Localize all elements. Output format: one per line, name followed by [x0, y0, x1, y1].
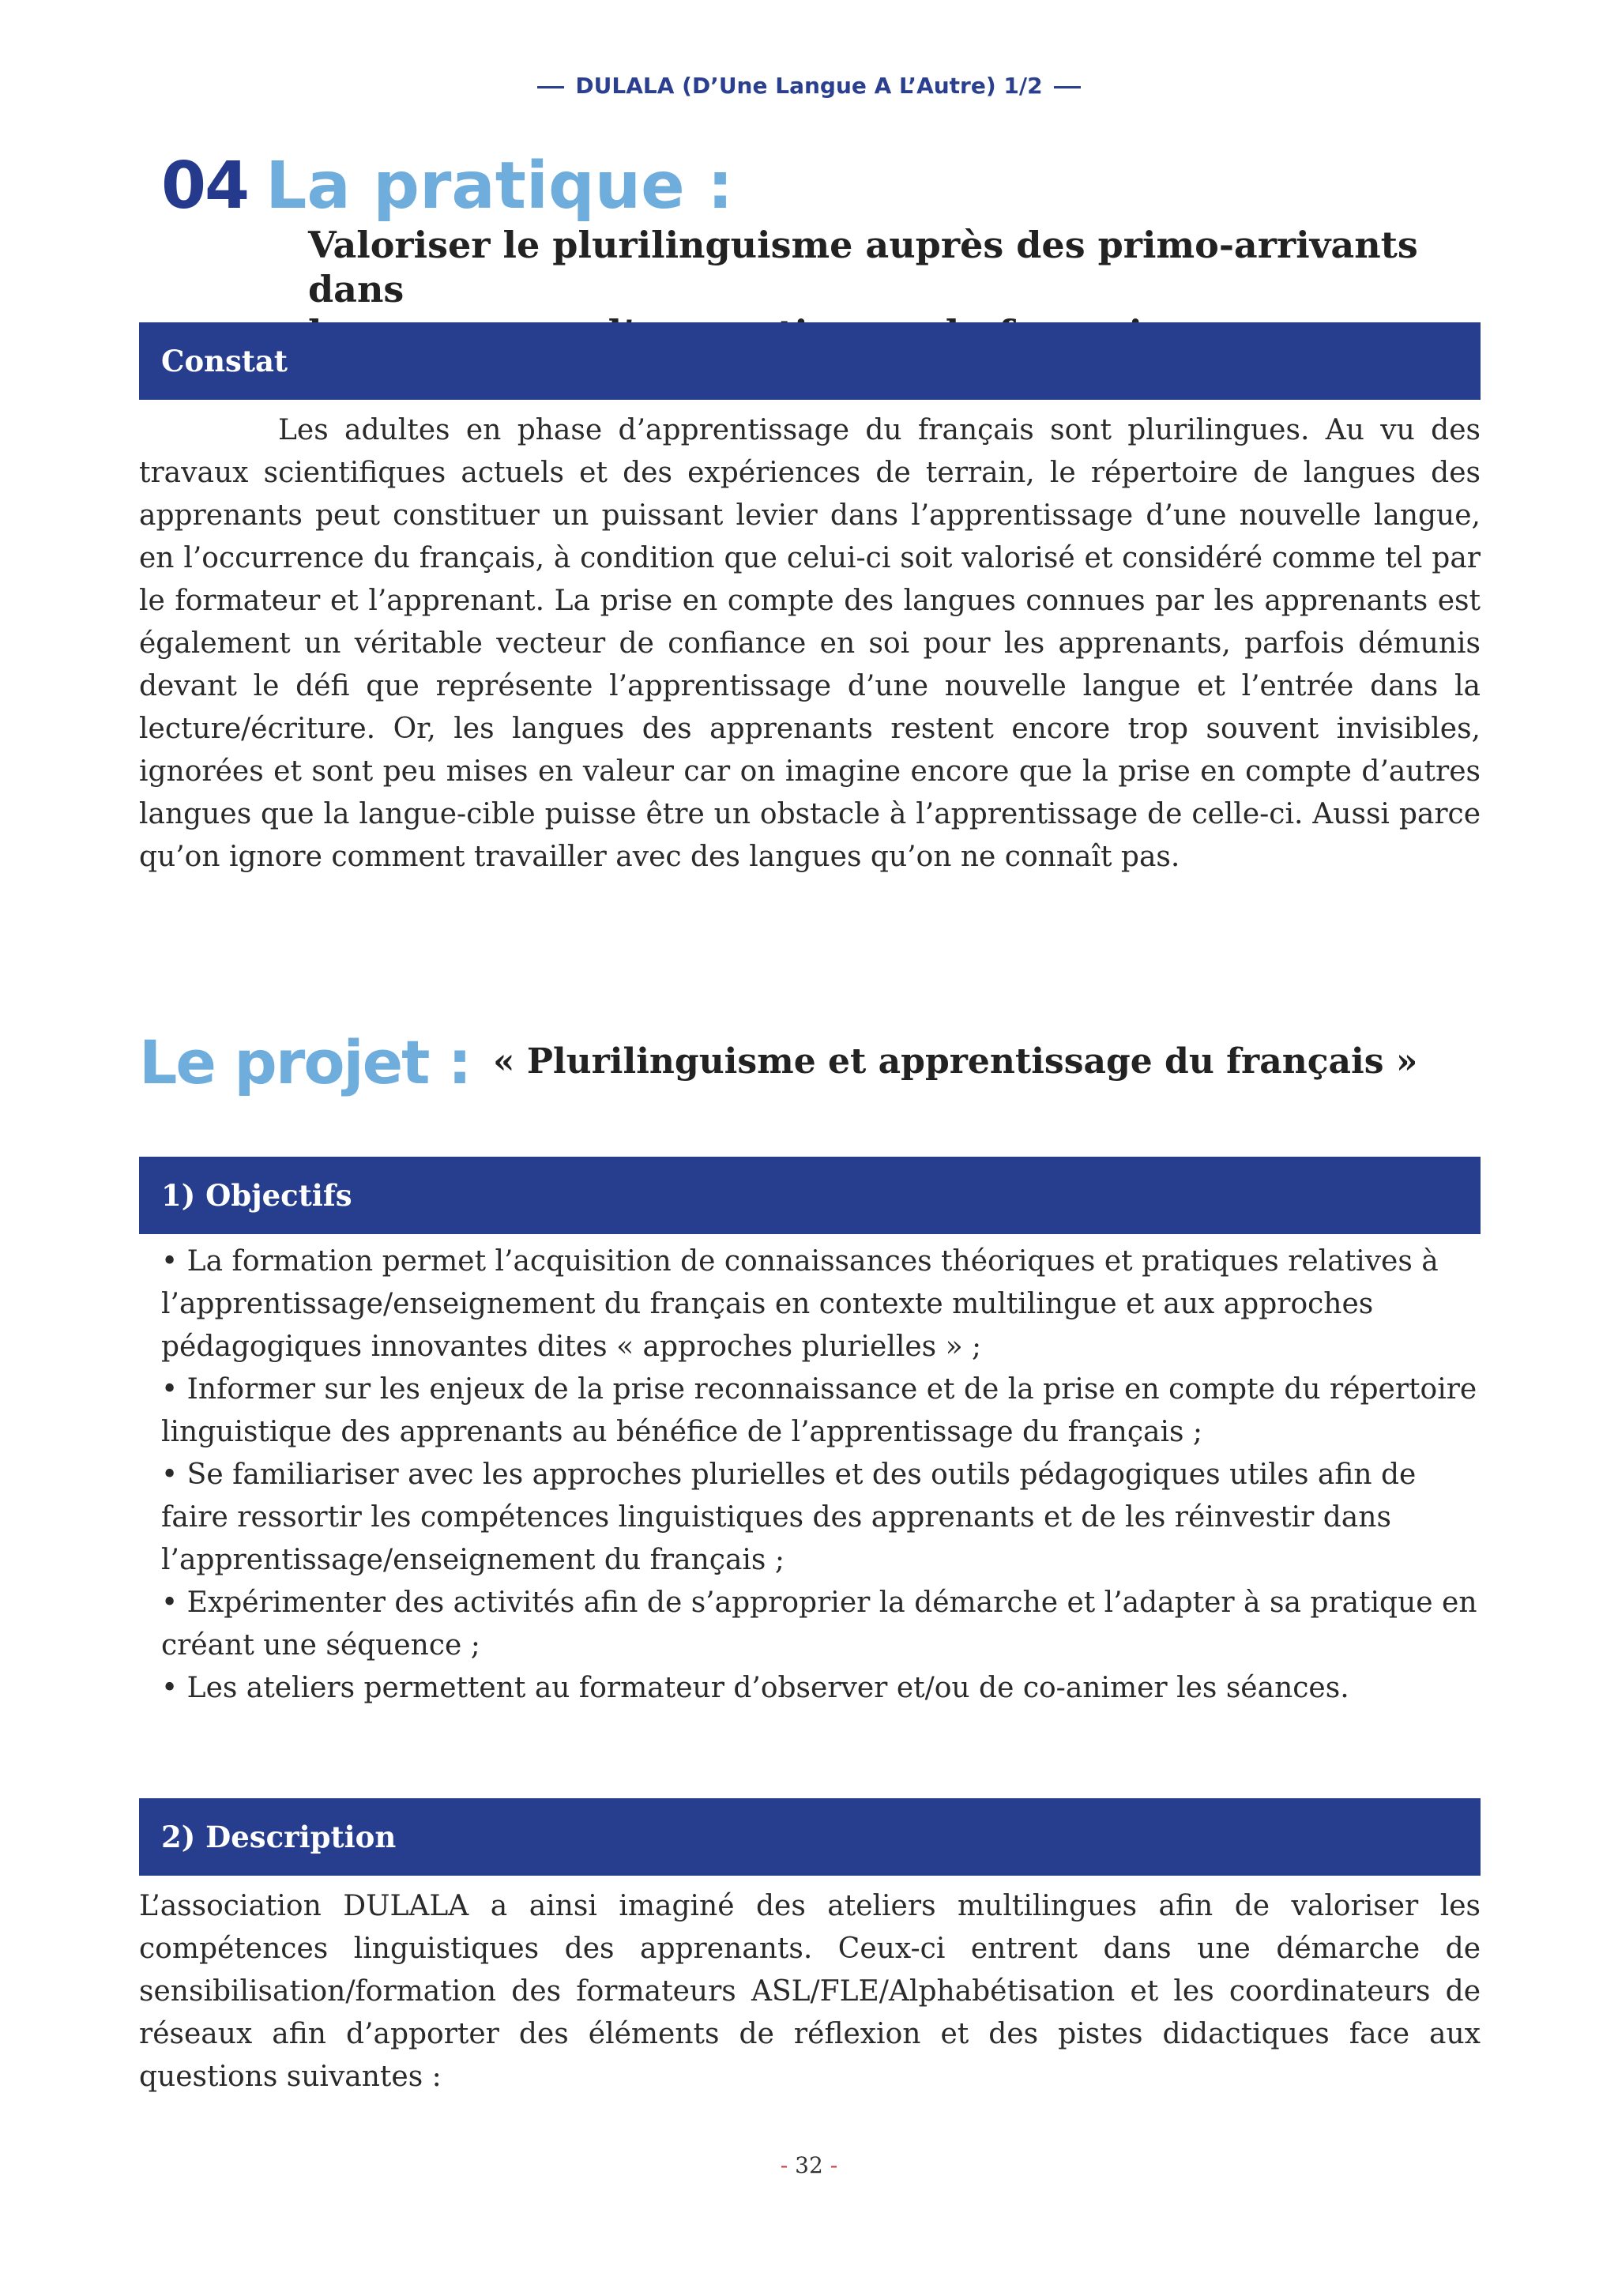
section-name: La pratique : — [265, 149, 734, 224]
objectif-item: • La formation permet l’acquisition de connaissances théoriques et pratiques relatives à l’apprentissage/enseignement du français en contexte multilingue et aux approches pédagogiques innovantes dites « approches plurielles » ; — [161, 1245, 1439, 1363]
constat-paragraph-block — [139, 409, 1481, 879]
footer-dash-right: - — [822, 2152, 838, 2178]
subtitle-line-1: Valoriser le plurilinguisme auprès des primo-arrivants dans — [308, 224, 1418, 311]
constat-heading: Constat — [161, 344, 288, 378]
description-paragraph: L’association DULALA a ainsi imaginé des ateliers multilingues afin de valoriser les compétences linguistiques des apprenants. Ceux-ci entrent dans une démarche de sensibilisation/formation des formateurs ASL/FLE/Alphabétisation et les coordinateurs de réseaux afin d’apporter des éléments de réflexion et des pistes didactiques face aux questions suivantes : — [139, 1890, 1481, 2093]
running-header — [0, 73, 1618, 99]
description-paragraph-block — [139, 1885, 1481, 2098]
footer-dash-left: - — [780, 2152, 796, 2178]
projet-title: Le projet : — [139, 1027, 471, 1097]
objectifs-heading-band — [139, 1157, 1481, 1234]
projet-subtitle: « Plurilinguisme et apprentissage du français » — [493, 1041, 1418, 1082]
page-footer — [0, 2152, 1618, 2178]
objectifs-list — [161, 1240, 1481, 1710]
constat-paragraph: Les adultes en phase d’apprentissage du français sont plurilingues. Au vu des travaux scientifiques actuels et des expériences de terrain, le répertoire de langues des apprenants peut constituer un puissant levier dans l’apprentissage d’une nouvelle langue, en l’occurrence du français, à condition que celui-ci soit valorisé et considéré comme tel par le formateur et l’apprenant. La prise en compte des langues connues par les apprenants est également un véritable vecteur de confiance en soi pour les apprenants, parfois démunis devant le défi que représente l’apprentissage d’une nouvelle langue et l’entrée dans la lecture/écriture. Or, les langues des apprenants restent encore trop souvent invisibles, ignorées et sont peu mises en valeur car on imagine encore que la prise en compte d’autres langues que la langue-cible puisse être un obstacle à l’apprentissage de celle-ci. Aussi parce qu’on ignore comment travailler avec des langues qu’on ne connaît pas. — [139, 414, 1481, 873]
section-title — [161, 149, 733, 224]
objectif-item: • Informer sur les enjeux de la prise reconnaissance et de la prise en compte du répertoire linguistique des apprenants au bénéfice de l’apprentissage du français ; — [161, 1373, 1477, 1448]
page-number: 32 — [795, 2152, 823, 2178]
constat-heading-band — [139, 322, 1481, 400]
objectif-item: • Se familiariser avec les approches plurielles et des outils pédagogiques utiles afin de faire ressortir les compétences linguistiques des apprenants et de les réinvestir dans l’apprentissage/enseignement du français ; — [161, 1459, 1417, 1576]
section-number: 04 — [161, 149, 249, 224]
header-text: DULALA (D’Une Langue A L’Autre) 1/2 — [575, 73, 1043, 99]
description-heading-band — [139, 1798, 1481, 1876]
description-heading: 2) Description — [161, 1820, 397, 1854]
objectifs-heading: 1) Objectifs — [161, 1178, 352, 1213]
objectif-item: • Expérimenter des activités afin de s’approprier la démarche et l’adapter à sa pratique en créant une séquence ; — [161, 1586, 1477, 1662]
objectif-item: • Les ateliers permettent au formateur d’observer et/ou de co-animer les séances. — [161, 1672, 1349, 1704]
header-dash-right — [1054, 86, 1081, 88]
header-dash-left — [537, 86, 564, 88]
